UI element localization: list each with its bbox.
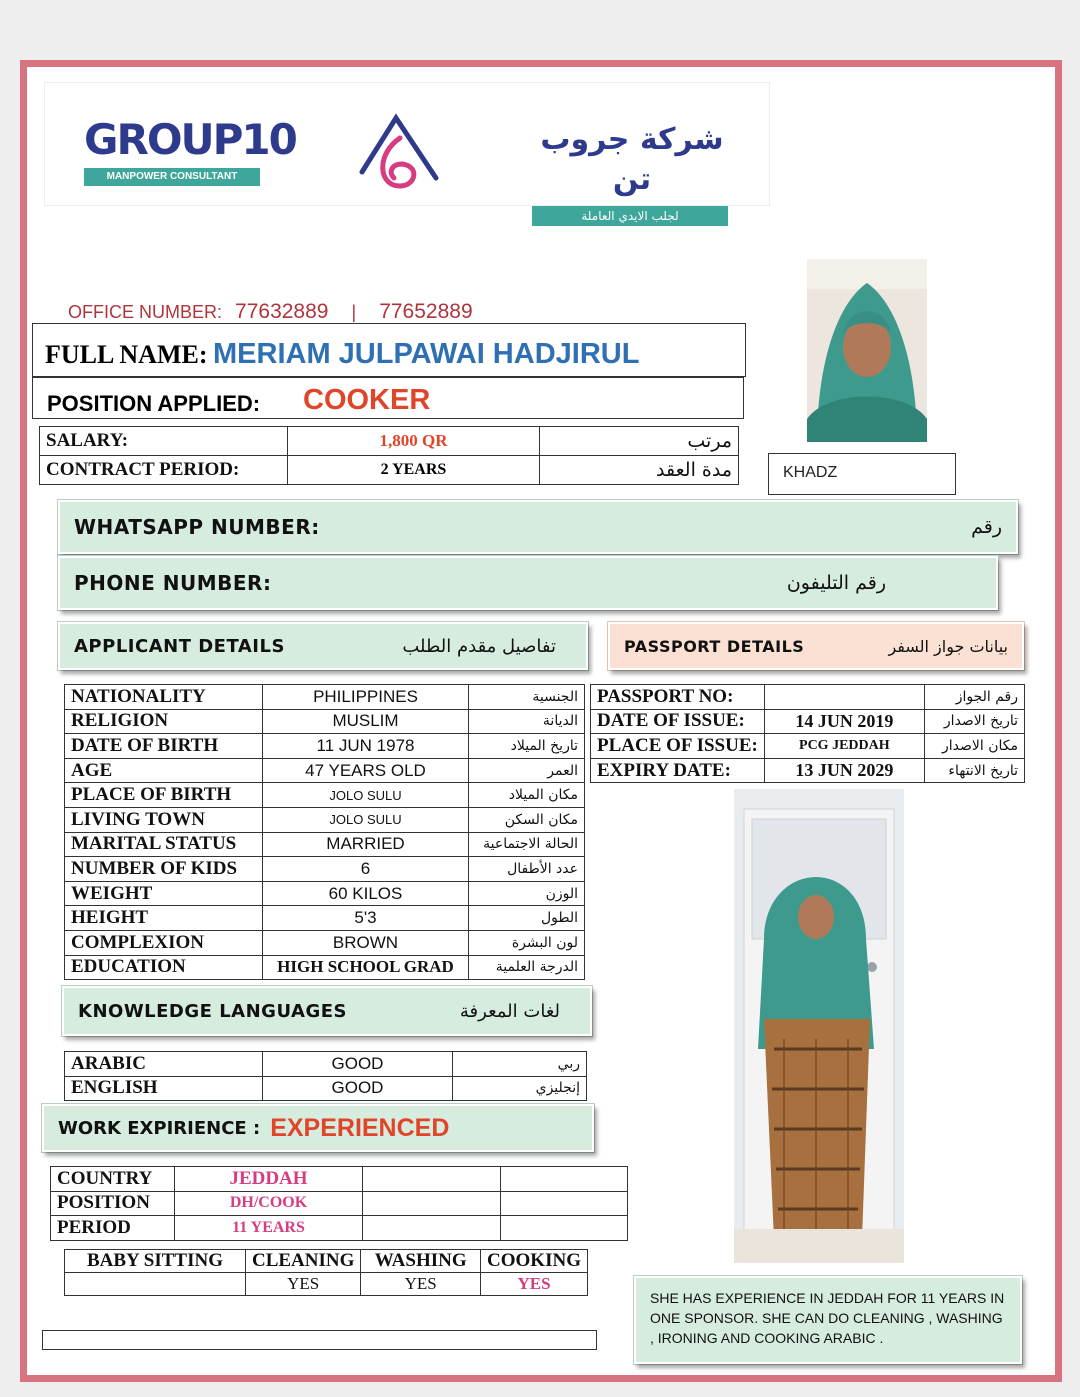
position-box [32,377,744,419]
field-value: 6 [263,857,469,882]
table-row [40,456,739,485]
experience-table [50,1166,628,1241]
table-row [65,857,585,882]
field-label: NUMBER OF KIDS [65,857,263,882]
portrait-photo [807,259,927,442]
passport-field-value [764,685,924,710]
group10-name: GROUP10 [84,115,296,164]
empty-cell [363,1216,501,1241]
table-row [591,758,1025,783]
office-number-1: 77632889 [235,300,329,323]
table-row [65,906,585,931]
skill-header: COOKING [481,1250,588,1273]
field-label: AGE [65,758,263,783]
field-arabic: الدرجة العلمية [469,955,585,980]
field-value: MARRIED [263,832,469,857]
field-arabic: الحالة الاجتماعية [469,832,585,857]
table-row [65,709,585,734]
contract-period-value: 2 YEARS [288,456,540,485]
skill-value: YES [481,1273,588,1296]
field-value: 11 JUN 1978 [263,734,469,759]
salary-label: SALARY: [40,427,288,456]
passport-details-bar [608,622,1024,670]
table-row [51,1167,628,1192]
field-value: PHILIPPINES [263,685,469,710]
passport-details-arabic: بيانات جواز السفر [888,636,1008,656]
table-row [51,1191,628,1216]
group10-tagline: MANPOWER CONSULTANT [84,168,260,186]
field-value: 5'3 [263,906,469,931]
field-arabic: عدد الأطفال [469,857,585,882]
salary-value: 1,800 QR [288,427,540,456]
field-label: WEIGHT [65,881,263,906]
field-value: JOLO SULU [263,807,469,832]
table-row [65,955,585,980]
phone-arabic: رقم التليفون [786,572,886,594]
position-label: POSITION APPLIED: [47,391,261,416]
experience-label: PERIOD [51,1216,175,1241]
passport-field-arabic: رقم الجواز [924,685,1024,710]
arabic-company-name: شركة جروب تن [540,122,724,197]
passport-field-label: PASSPORT NO: [591,685,765,710]
passport-table [590,684,1025,783]
language-arabic: إنجليزي [453,1076,587,1101]
field-label: NATIONALITY [65,685,263,710]
field-value: 60 KILOS [263,881,469,906]
field-value: JOLO SULU [263,783,469,808]
skills-table [64,1249,588,1296]
office-number [68,300,473,324]
skill-header: CLEANING [245,1250,360,1273]
salary-arabic: مرتب [540,427,739,456]
position-value: COOKER [303,384,431,416]
field-arabic: العمر [469,758,585,783]
language-level: GOOD [263,1076,453,1101]
agent-code-box: KHADZ [768,453,956,495]
field-arabic: لون البشرة [469,930,585,955]
work-experience-bar [42,1104,594,1152]
languages-bar [62,986,592,1036]
emblem-logo [356,110,442,190]
full-name-value: MERIAM JULPAWAI HADJIRUL [213,338,640,370]
applicant-table [64,684,585,980]
whatsapp-bar [58,500,1018,554]
office-number-2: 77652889 [379,300,473,323]
table-row [65,832,585,857]
field-arabic: الطول [469,906,585,931]
table-row [65,881,585,906]
passport-field-label: EXPIRY DATE: [591,758,765,783]
office-label: OFFICE NUMBER: [68,302,223,322]
empty-cell [363,1167,501,1192]
whatsapp-arabic: رقم [971,516,1002,538]
experience-label: POSITION [51,1191,175,1216]
arabic-tagline: لجلب الايدي العاملة [532,206,728,226]
passport-details-label: PASSPORT DETAILS [624,636,805,656]
whatsapp-label: WHATSAPP NUMBER: [74,515,320,539]
skill-header: BABY SITTING [65,1250,246,1273]
language-label: ARABIC [65,1052,263,1077]
table-row [591,709,1025,734]
field-label: HEIGHT [65,906,263,931]
field-label: RELIGION [65,709,263,734]
passport-field-label: DATE OF ISSUE: [591,709,765,734]
languages-label: KNOWLEDGE LANGUAGES [78,1000,347,1022]
field-label: COMPLEXION [65,930,263,955]
blank-field [42,1330,597,1350]
full-name-box [32,323,746,377]
applicant-details-bar [58,622,588,670]
languages-arabic: لغات المعرفة [459,1000,560,1022]
table-row [40,427,739,456]
field-label: DATE OF BIRTH [65,734,263,759]
passport-field-value: PCG JEDDAH [764,734,924,759]
arabic-logo [532,120,732,226]
field-label: PLACE OF BIRTH [65,783,263,808]
table-row [591,685,1025,710]
table-row [65,1076,587,1101]
passport-field-arabic: تاريخ الاصدار [924,709,1024,734]
applicant-details-arabic: تفاصيل مقدم الطلب [402,635,556,657]
experience-value: DH/COOK [175,1191,363,1216]
language-arabic: ربي [453,1052,587,1077]
table-row [65,1273,588,1296]
language-label: ENGLISH [65,1076,263,1101]
table-row [591,734,1025,759]
table-row [51,1216,628,1241]
office-separator: | [351,302,357,322]
skill-header: WASHING [361,1250,481,1273]
phone-bar [58,556,998,610]
table-row [65,1052,587,1077]
field-value: 47 YEARS OLD [263,758,469,783]
passport-field-label: PLACE OF ISSUE: [591,734,765,759]
languages-table [64,1051,587,1101]
work-experience-status: EXPERIENCED [270,1113,450,1142]
full-body-photo [734,789,904,1263]
field-label: EDUCATION [65,955,263,980]
passport-field-value: 14 JUN 2019 [764,709,924,734]
empty-cell [501,1191,628,1216]
field-arabic: تاريخ الميلاد [469,734,585,759]
full-name-label: FULL NAME: [45,340,208,369]
field-arabic: الديانة [469,709,585,734]
experience-label: COUNTRY [51,1167,175,1192]
language-level: GOOD [263,1052,453,1077]
field-label: LIVING TOWN [65,807,263,832]
experience-value: 11 YEARS [175,1216,363,1241]
contract-period-arabic: مدة العقد [540,456,739,485]
empty-cell [501,1167,628,1192]
passport-field-arabic: مكان الاصدار [924,734,1024,759]
group10-logo [84,115,296,186]
experience-value: JEDDAH [175,1167,363,1192]
field-label: MARITAL STATUS [65,832,263,857]
applicant-details-label: APPLICANT DETAILS [74,635,285,657]
remarks-box: SHE HAS EXPERIENCE IN JEDDAH FOR 11 YEARS IN ONE SPONSOR. SHE CAN DO CLEANING , WASHING , IRONING AND COOKING ARABIC . [634,1276,1022,1364]
table-row [65,685,585,710]
table-row [65,807,585,832]
skill-value [65,1273,246,1296]
field-arabic: مكان السكن [469,807,585,832]
field-value: MUSLIM [263,709,469,734]
passport-field-arabic: تاريخ الانتهاء [924,758,1024,783]
skill-value: YES [245,1273,360,1296]
contract-table [39,426,739,485]
table-row [65,1250,588,1273]
passport-field-value: 13 JUN 2029 [764,758,924,783]
table-row [65,734,585,759]
empty-cell [363,1191,501,1216]
empty-cell [501,1216,628,1241]
field-value: BROWN [263,930,469,955]
table-row [65,758,585,783]
field-arabic: الوزن [469,881,585,906]
table-row [65,930,585,955]
skill-value: YES [361,1273,481,1296]
phone-label: PHONE NUMBER: [74,571,272,595]
field-arabic: مكان الميلاد [469,783,585,808]
contract-period-label: CONTRACT PERIOD: [40,456,288,485]
table-row [65,783,585,808]
work-experience-label: WORK EXPIRIENCE : [58,1117,261,1139]
field-value: HIGH SCHOOL GRAD [263,955,469,980]
field-arabic: الجنسية [469,685,585,710]
